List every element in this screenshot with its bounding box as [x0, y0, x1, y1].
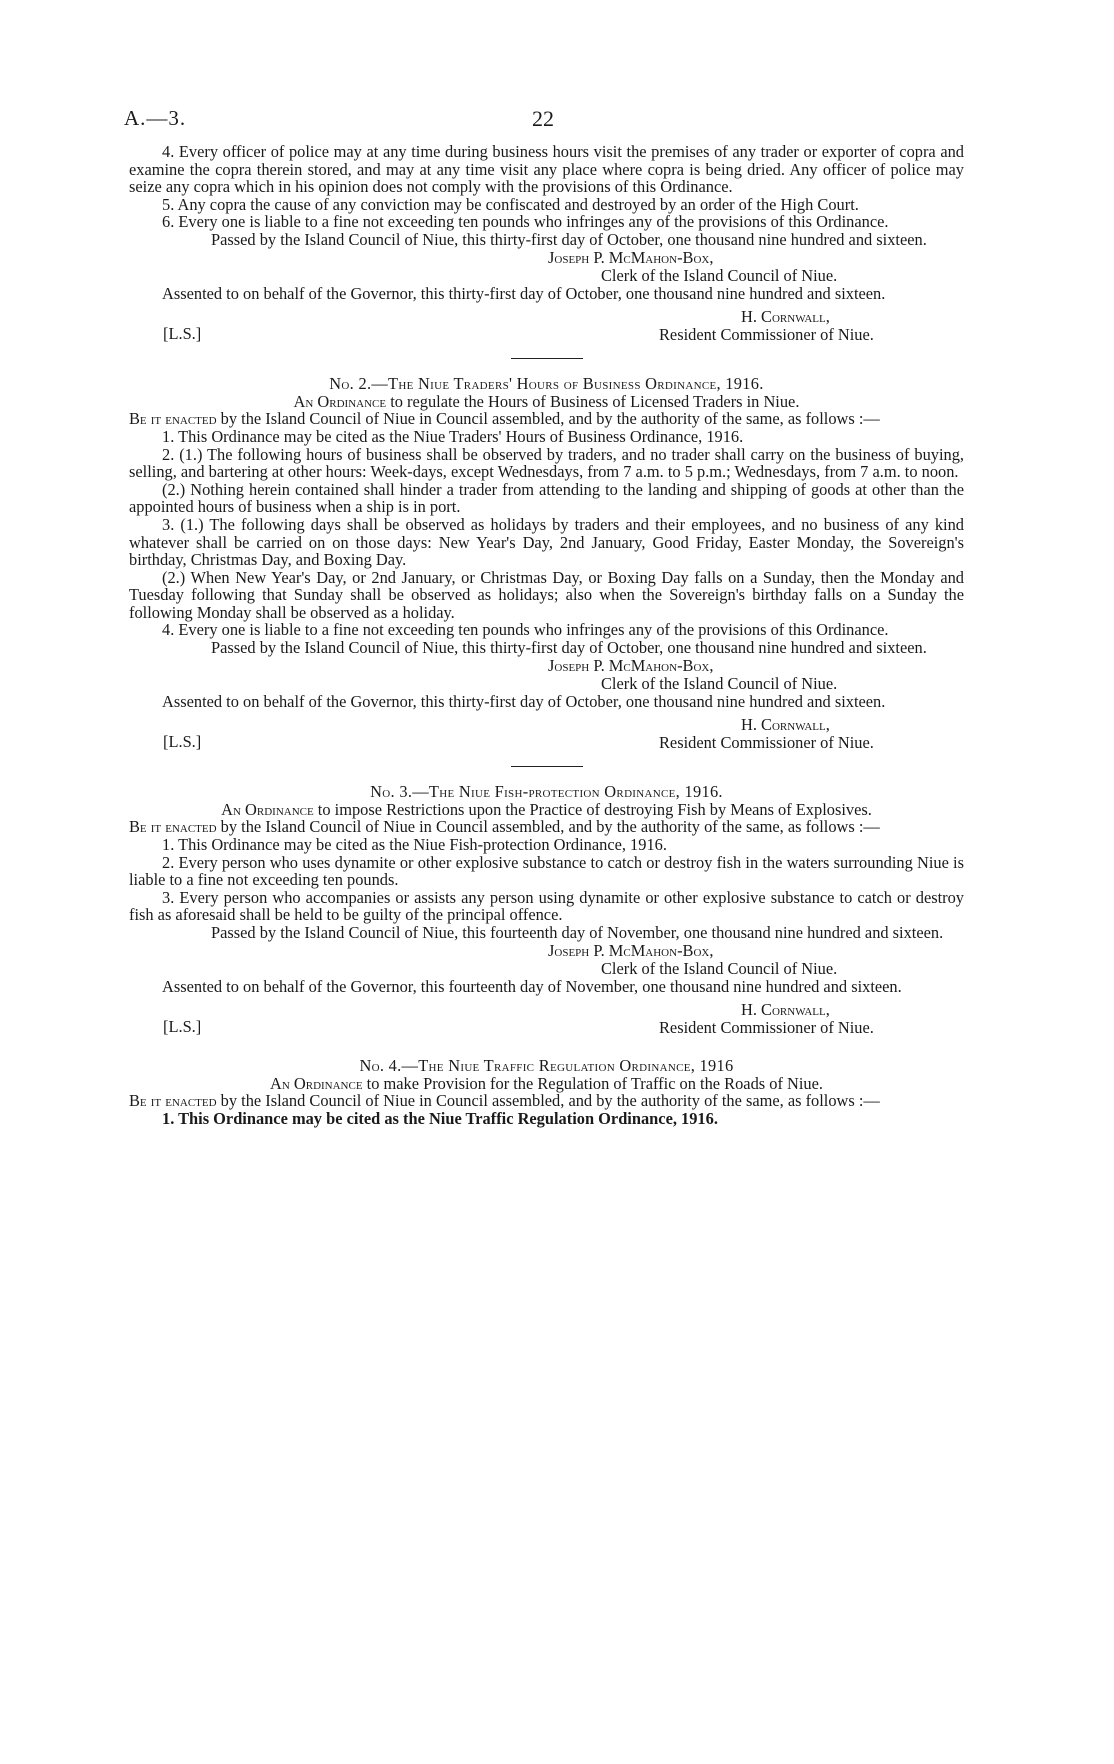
section-2-2: (2.) Nothing herein contained shall hinder a trader from attending to the landing and shipping of goods at other than the appointed hours of business when a ship is in port. [129, 479, 964, 517]
seal-mark: [L.S.] [163, 324, 202, 344]
section-2: 2. Every person who uses dynamite or other explosive substance to catch or destroy fish in the waters surrounding Niue is liable to a fine not exceeding ten pounds. [129, 852, 964, 890]
section-4: 4. Every one is liable to a fine not exceeding ten pounds who infringes any of the provisions of this Ordinance. [162, 620, 889, 640]
enacting-text: by the Island Council of Niue in Council assembled, and by the authority of the same, as follows :— [216, 817, 880, 837]
ordinance-4 [129, 1057, 964, 1127]
page-number: 22 [532, 106, 554, 131]
document-reference: A.—3. [124, 106, 187, 130]
commissioner-signature [129, 1001, 964, 1041]
commissioner-signature [129, 308, 964, 348]
commissioner-name: H. Cornwall, [741, 1000, 830, 1020]
subtitle-text: to make Provision for the Regulation of Traffic on the Roads of Niue. [362, 1073, 823, 1093]
section-1: 1. This Ordinance may be cited as the Niue Traders' Hours of Business Ordinance, 1916. [162, 426, 744, 446]
enacting-clause [129, 410, 964, 428]
commissioner-name: H. Cornwall, [741, 715, 830, 735]
clerk-name: Joseph P. McMahon-Box, [548, 940, 714, 960]
section-2-1: 2. (1.) The following hours of business shall be observed by traders, and no trader shall carry on the business of buying, selling, and bartering at other hours: Week-days, except Wednesdays, from 7 a.m. to 5 p.m.; Wednesdays, from 7 a.m. to noon. [129, 444, 964, 482]
subtitle-lead: An Ordinance [270, 1073, 363, 1093]
assent-statement: Assented to on behalf of the Governor, this thirty-first day of October, one thousand nine hundred and sixteen. [162, 283, 886, 303]
passed-statement: Passed by the Island Council of Niue, this thirty-first day of October, one thousand nine hundred and sixteen. [211, 229, 927, 249]
ordinance-1-tail [129, 143, 964, 359]
ordinance-2 [129, 375, 964, 767]
ordinance-subtitle [129, 801, 964, 819]
section-6: 6. Every one is liable to a fine not exceeding ten pounds who infringes any of the provisions of this Ordinance. [162, 212, 889, 232]
clerk-title: Clerk of the Island Council of Niue. [601, 265, 838, 285]
commissioner-signature [129, 716, 964, 756]
enacting-text: by the Island Council of Niue in Council assembled, and by the authority of the same, as follows :— [216, 1091, 880, 1111]
clerk-name: Joseph P. McMahon-Box, [548, 247, 714, 267]
clerk-name: Joseph P. McMahon-Box, [548, 655, 714, 675]
document-body [129, 143, 964, 1128]
seal-mark: [L.S.] [163, 732, 202, 752]
clerk-signature [129, 942, 964, 978]
enacting-text: by the Island Council of Niue in Council assembled, and by the authority of the same, as follows :— [216, 409, 880, 429]
section-5: 5. Any copra the cause of any conviction may be confiscated and destroyed by an order of the High Court. [162, 194, 859, 214]
section-1: 1. This Ordinance may be cited as the Niue Traffic Regulation Ordinance, 1916. [162, 1108, 718, 1128]
commissioner-title: Resident Commissioner of Niue. [659, 733, 874, 753]
assent-statement: Assented to on behalf of the Governor, this thirty-first day of October, one thousand nine hundred and sixteen. [162, 691, 886, 711]
section-3-2: (2.) When New Year's Day, or 2nd January, or Christmas Day, or Boxing Day falls on a Sunday, then the Monday and Tuesday following that Sunday shall be observed as holidays; also when the Sovereign's birthday falls on a Sunday the following Monday shall be observed as a holiday. [129, 567, 964, 622]
ordinance-heading: No. 3.—The Niue Fish-protection Ordinance, 1916. [370, 782, 723, 802]
subtitle-text: to regulate the Hours of Business of Licensed Traders in Niue. [386, 391, 800, 411]
subtitle-text: to impose Restrictions upon the Practice of destroying Fish by Means of Explosives. [313, 799, 872, 819]
enacting-clause [129, 1092, 964, 1110]
commissioner-title: Resident Commissioner of Niue. [659, 1018, 874, 1038]
passed-statement: Passed by the Island Council of Niue, this fourteenth day of November, one thousand nine hundred and sixteen. [211, 923, 944, 942]
ordinance-3 [129, 783, 964, 1041]
clerk-title: Clerk of the Island Council of Niue. [601, 958, 838, 978]
passed-statement: Passed by the Island Council of Niue, this thirty-first day of October, one thousand nine hundred and sixteen. [211, 638, 927, 658]
subtitle-lead: An Ordinance [221, 799, 314, 819]
seal-mark: [L.S.] [163, 1017, 202, 1037]
ordinance-subtitle [129, 393, 964, 411]
ordinance-heading: No. 2.—The Niue Traders' Hours of Business Ordinance, 1916. [329, 374, 764, 394]
commissioner-name: H. Cornwall, [741, 307, 830, 327]
commissioner-title: Resident Commissioner of Niue. [659, 325, 874, 345]
clerk-signature [129, 657, 964, 693]
section-3-1: 3. (1.) The following days shall be observed as holidays by traders and their employees, and no business of any kind whatever shall be carried on on those days: New Year's Day, 2nd January, Good Friday, Easter Monday, the Sovereign's birthday, Christmas Day, and Boxing Day. [129, 514, 964, 570]
enacting-lead: Be it enacted [129, 1091, 217, 1111]
ordinance-heading: No. 4.—The Niue Traffic Regulation Ordinance, 1916 [359, 1056, 734, 1076]
clerk-title: Clerk of the Island Council of Niue. [601, 673, 838, 693]
section-3: 3. Every person who accompanies or assists any person using dynamite or other explosive substance to catch or destroy fish as aforesaid shall be held to be guilty of the principal offence. [129, 887, 964, 925]
subtitle-lead: An Ordinance [293, 391, 387, 411]
enacting-lead: Be it enacted [129, 409, 217, 429]
ordinance-subtitle [129, 1075, 964, 1093]
section-4: 4. Every officer of police may at any time during business hours visit the premises of any trader or exporter of copra and examine the copra therein stored, and may at any time visit any place where copra is being dried. Any officer of police may seize any copra which in his opinion does not comply with the provisions of this Ordinance. [129, 142, 964, 197]
enacting-clause [129, 818, 964, 836]
clerk-signature [129, 249, 964, 285]
section-1: 1. This Ordinance may be cited as the Niue Fish-protection Ordinance, 1916. [162, 835, 667, 855]
enacting-lead: Be it enacted [129, 817, 217, 837]
assent-statement: Assented to on behalf of the Governor, this fourteenth day of November, one thousand nine hundred and sixteen. [162, 976, 902, 996]
